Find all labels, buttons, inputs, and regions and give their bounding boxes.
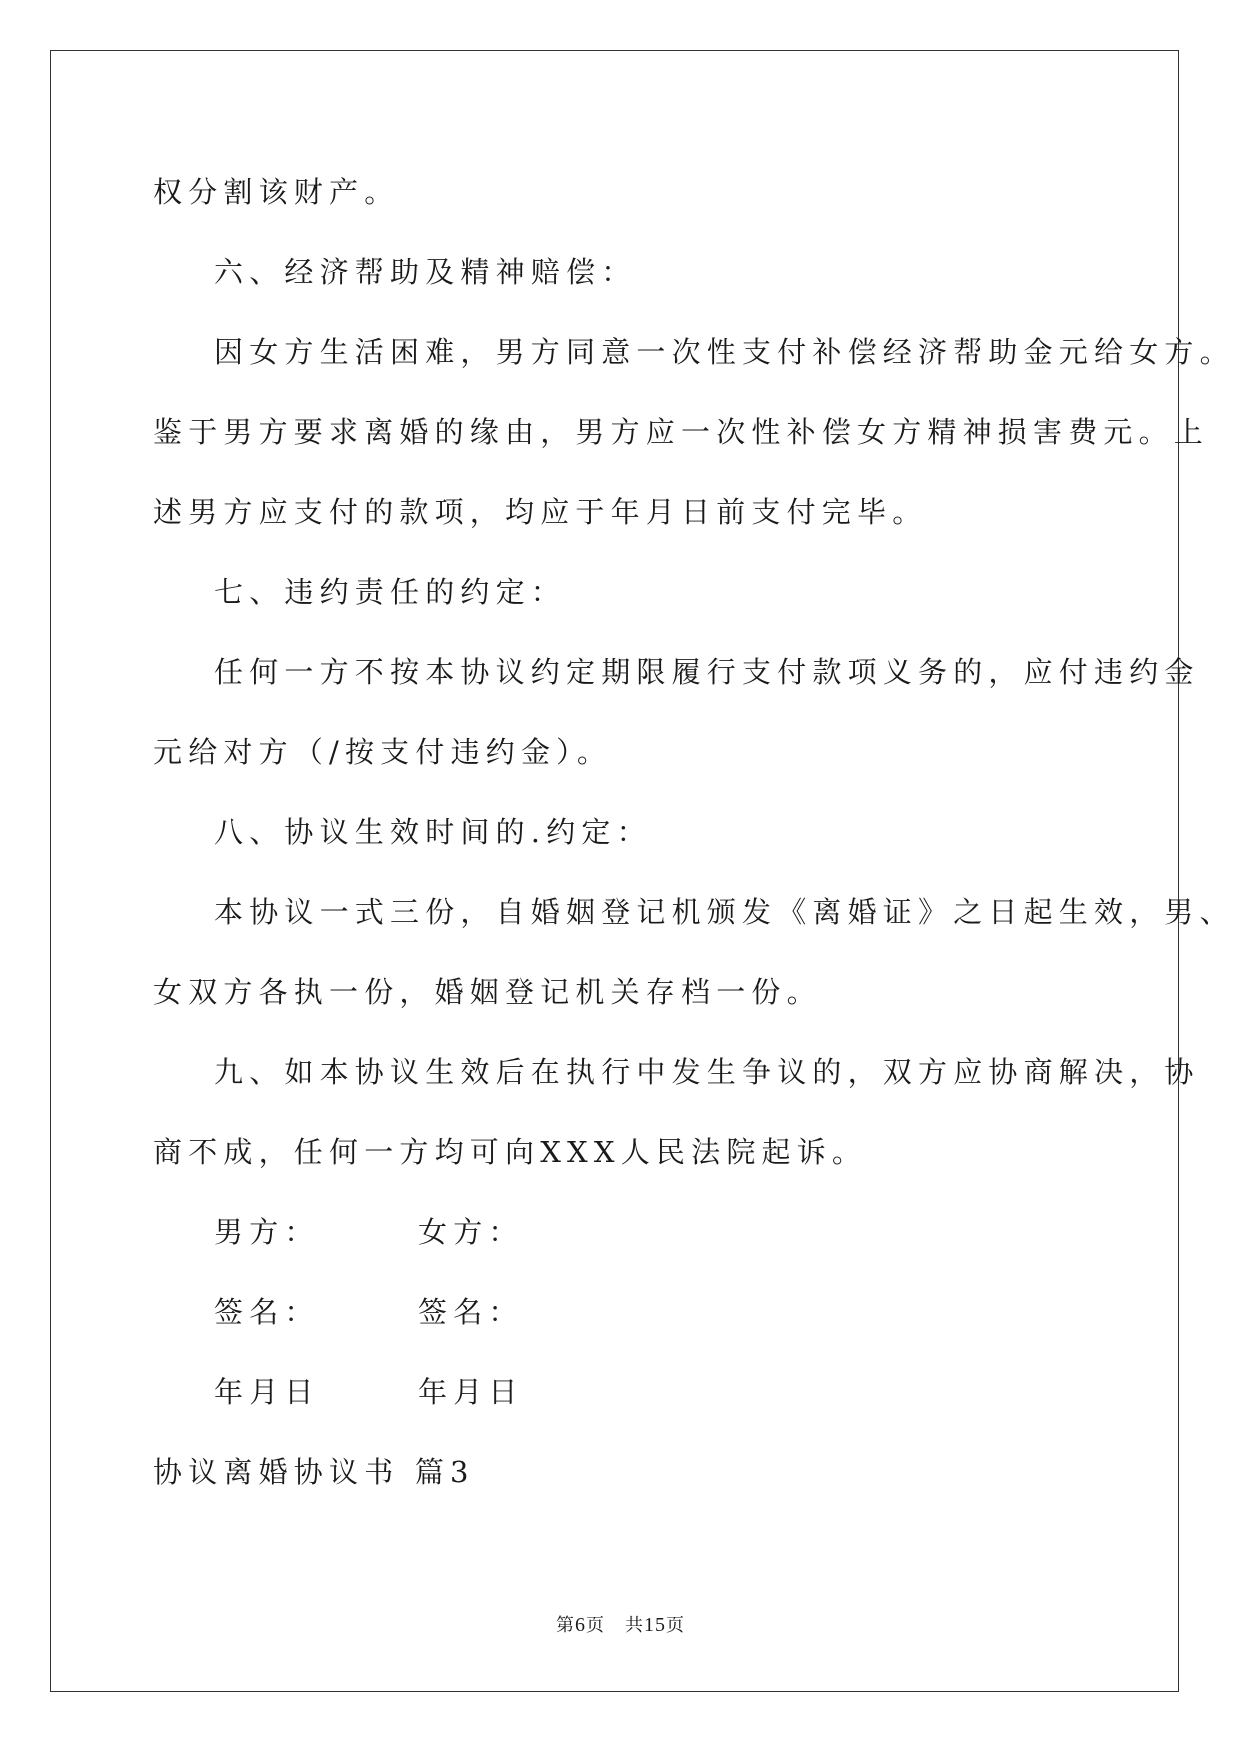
male-date-label: 年月日 — [214, 1375, 320, 1409]
footer-total-prefix: 共 — [625, 1615, 644, 1636]
female-date-label: 年月日 — [418, 1375, 524, 1409]
female-signature-label: 签名： — [418, 1295, 524, 1329]
paragraph-line: 九、如本协议生效后在执行中发生争议的，双方应协商解决，协 — [214, 1055, 1200, 1089]
next-section-title: 协议离婚协议书 篇3 — [153, 1455, 475, 1489]
section-heading: 八、协议生效时间的.约定： — [214, 815, 652, 849]
page-footer — [0, 1613, 1241, 1638]
paragraph-line: 因女方生活困难，男方同意一次性支付补偿经济帮助金元给女方。 — [214, 335, 1235, 369]
footer-page-suffix: 页 — [586, 1615, 605, 1636]
male-label: 男方： — [214, 1215, 320, 1249]
section-heading: 六、经济帮助及精神赔偿： — [214, 255, 637, 289]
male-signature-label: 签名： — [214, 1295, 320, 1329]
female-label: 女方： — [418, 1215, 524, 1249]
paragraph-line: 商不成，任何一方均可向XXX人民法院起诉。 — [153, 1135, 868, 1169]
footer-page-number: 6 — [575, 1614, 586, 1636]
paragraph-line: 元给对方（/按支付违约金）。 — [153, 735, 613, 769]
footer-total-pages: 15 — [644, 1614, 666, 1636]
paragraph-line: 述男方应支付的款项，均应于年月日前支付完毕。 — [153, 495, 928, 529]
paragraph-line: 本协议一式三份，自婚姻登记机颁发《离婚证》之日起生效，男、 — [214, 895, 1235, 929]
paragraph-line: 女双方各执一份，婚姻登记机关存档一份。 — [153, 975, 822, 1009]
paragraph-line: 鉴于男方要求离婚的缘由，男方应一次性补偿女方精神损害费元。上 — [153, 415, 1210, 449]
page-border — [50, 50, 1179, 1692]
footer-total-suffix: 页 — [666, 1615, 685, 1636]
footer-prefix: 第 — [556, 1615, 575, 1636]
section-heading: 七、违约责任的约定： — [214, 575, 567, 609]
paragraph-line: 任何一方不按本协议约定期限履行支付款项义务的，应付违约金 — [214, 655, 1200, 689]
paragraph-line: 权分割该财产。 — [153, 175, 400, 209]
